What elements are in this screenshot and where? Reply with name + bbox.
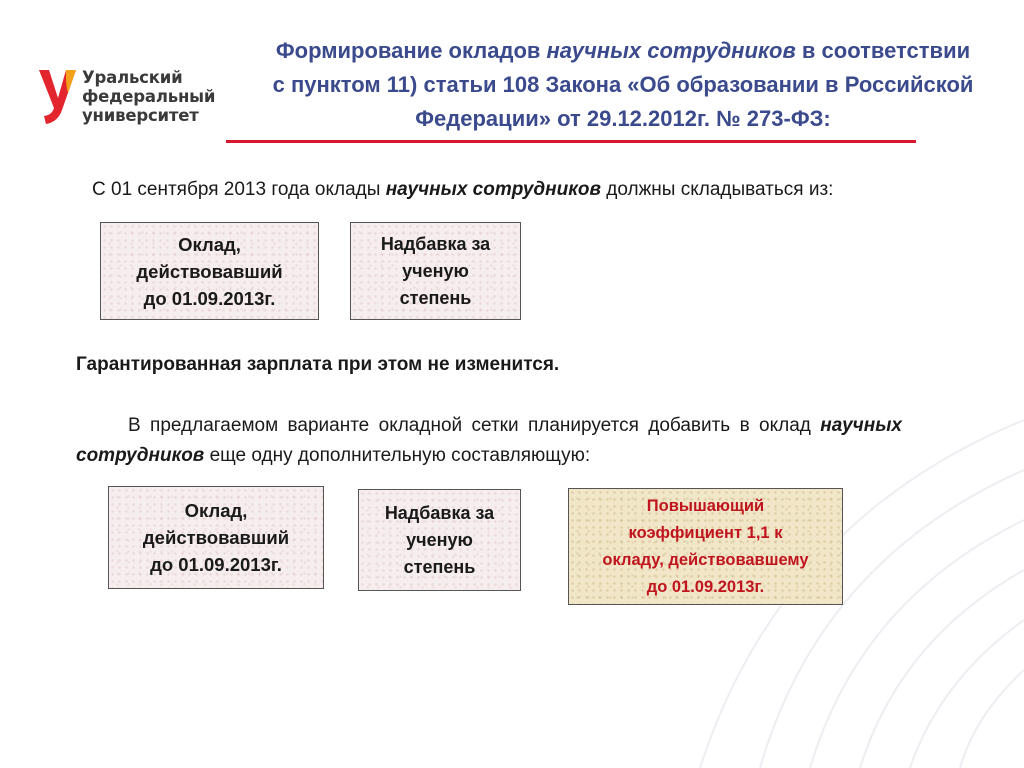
title-line-1 bbox=[228, 34, 1018, 68]
logo-line-2: федеральный bbox=[82, 87, 216, 106]
logo-line-3: университет bbox=[82, 106, 199, 125]
title-line-1-emphasis: научных сотрудников bbox=[546, 38, 796, 63]
intro-end: должны складываться из: bbox=[600, 179, 834, 200]
proposed-box-degree-bonus-label: Надбавка за ученую степень bbox=[384, 502, 495, 577]
proposal-start: В предлагаемом варианте окладной сетки планируется добавить в оклад bbox=[128, 415, 821, 436]
title-line-1-end: в соответствии bbox=[795, 38, 971, 63]
slide-title bbox=[228, 34, 1018, 136]
component-box-degree-bonus-label: Надбавка за ученую степень bbox=[380, 233, 491, 308]
urfu-logo-mark-icon bbox=[36, 66, 80, 128]
proposal-end: еще одну дополнительную составляющую: bbox=[204, 445, 591, 466]
component-box-base-salary-label: Оклад, действовавший до 01.09.2013г. bbox=[136, 233, 283, 309]
title-underline bbox=[226, 140, 916, 143]
proposed-box-increase-coefficient bbox=[568, 488, 843, 605]
component-box-base-salary bbox=[100, 222, 319, 320]
proposal-emphasis: научных сотрудников bbox=[76, 415, 902, 466]
logo-wordmark bbox=[82, 68, 215, 125]
component-box-degree-bonus bbox=[350, 222, 521, 320]
intro-start: С 01 сентября 2013 года оклады bbox=[92, 179, 386, 200]
proposed-box-base-salary-label: Оклад, действовавший до 01.09.2013г. bbox=[142, 500, 290, 575]
guarantee-statement: Гарантированная зарплата при этом не изменится. bbox=[76, 354, 560, 375]
title-line-3: Федерации» от 29.12.2012г. № 273-ФЗ: bbox=[415, 106, 831, 131]
ural-federal-university-logo bbox=[36, 66, 236, 130]
intro-text bbox=[92, 175, 833, 205]
intro-emphasis: научных сотрудников bbox=[385, 179, 601, 200]
title-line-2: с пунктом 11) статьи 108 Закона «Об образовании в Российской bbox=[272, 72, 974, 97]
logo-line-1: Уральский bbox=[82, 68, 183, 87]
proposed-box-increase-coefficient-label: Повышающий коэффициент 1,1 к окладу, действовавшему до 01.09.2013г. bbox=[602, 496, 809, 596]
title-line-1-start: Формирование окладов bbox=[275, 38, 547, 63]
proposed-box-base-salary bbox=[108, 486, 324, 589]
proposal-text bbox=[76, 411, 902, 471]
proposed-box-degree-bonus bbox=[358, 489, 521, 591]
